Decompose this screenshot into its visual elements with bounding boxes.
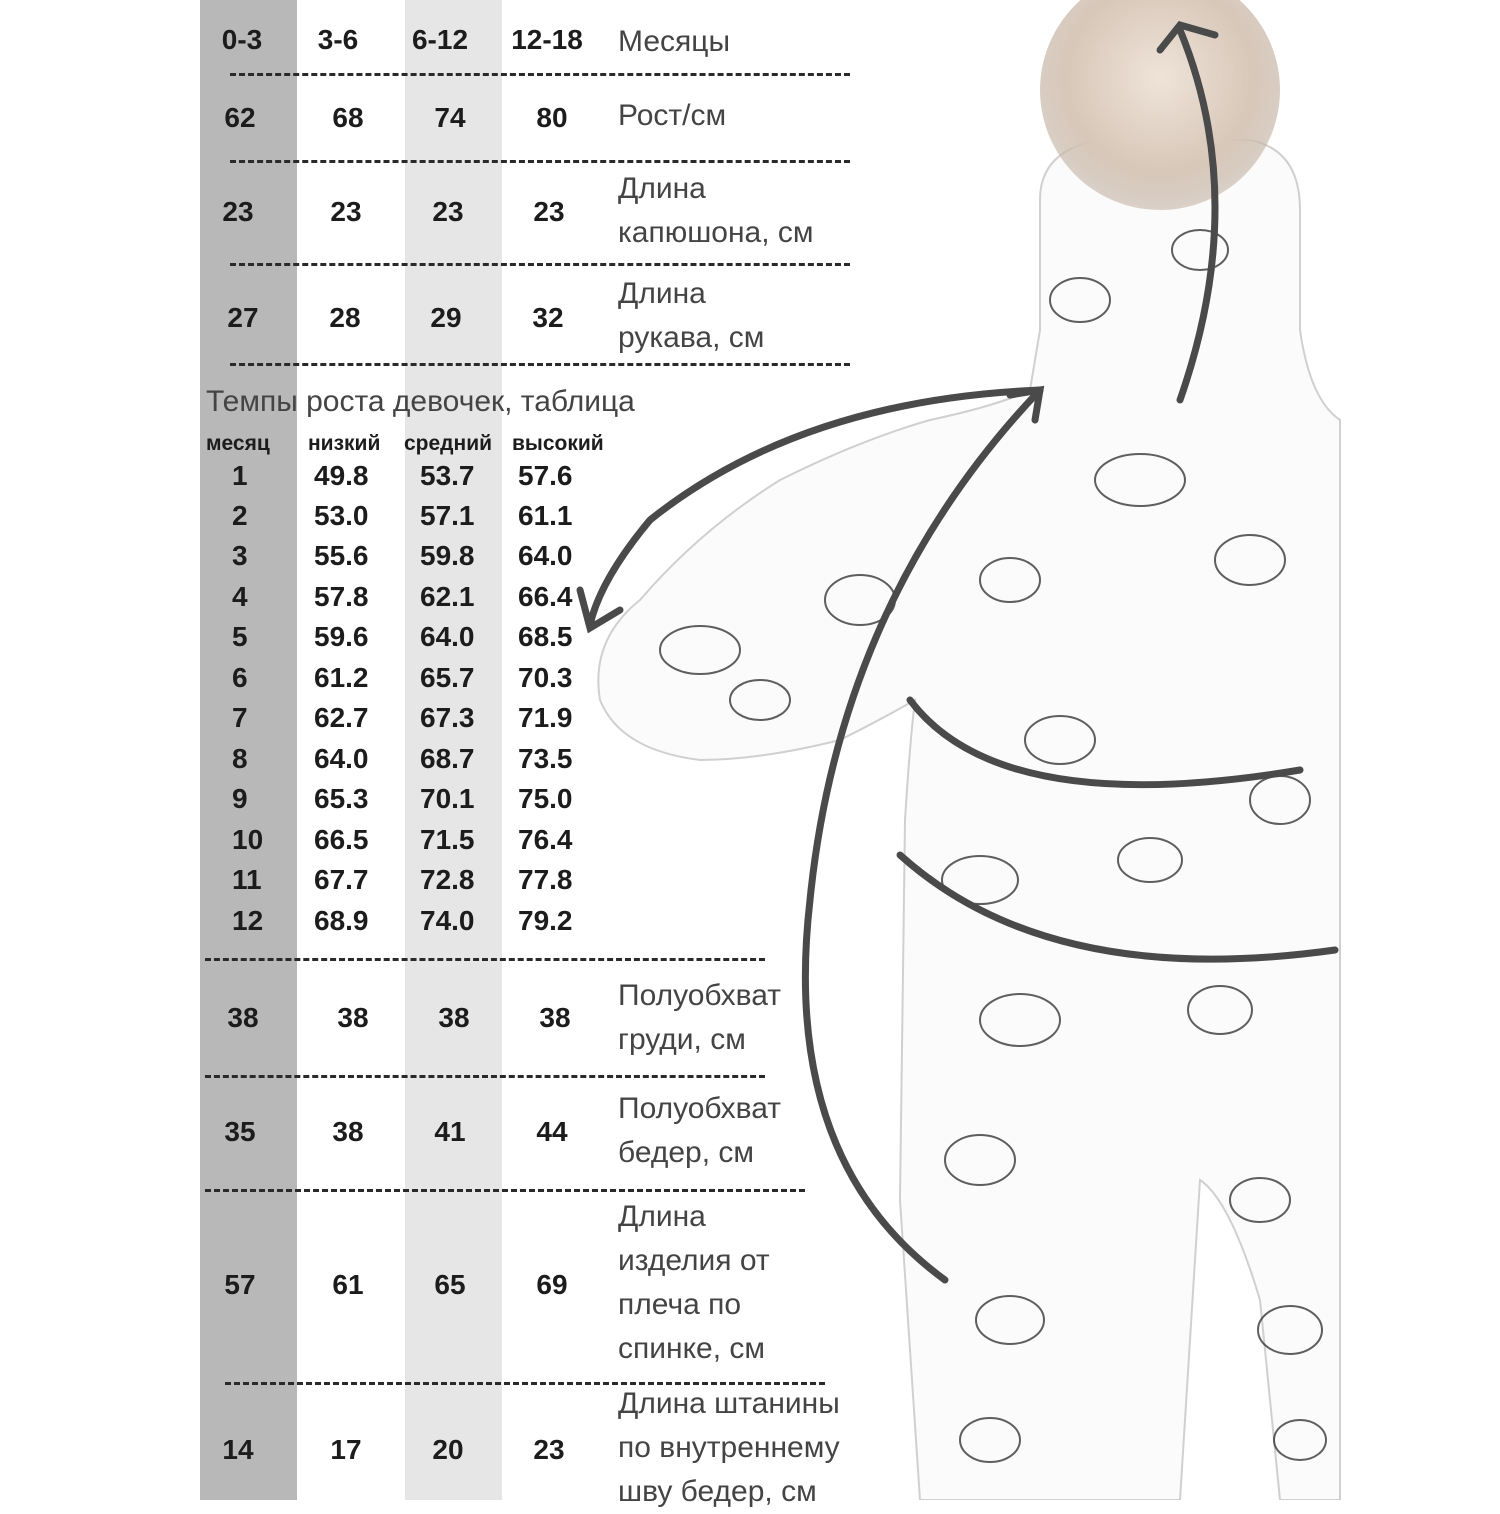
growth-header-low: низкий xyxy=(308,432,381,455)
growth-table-title: Темпы роста девочек, таблица xyxy=(206,385,635,418)
row-label: бедер, см xyxy=(618,1136,755,1169)
growth-cell: 1 xyxy=(232,460,248,491)
growth-cell: 7 xyxy=(232,702,248,733)
growth-cell: 67.3 xyxy=(420,702,475,733)
row-label: Длина xyxy=(618,172,706,205)
divider xyxy=(205,958,765,961)
value-cell: 29 xyxy=(430,302,462,333)
row-label: шву бедер, см xyxy=(618,1475,817,1508)
growth-cell: 64.0 xyxy=(314,743,369,774)
growth-cell: 2 xyxy=(232,500,248,531)
size-col-4: 12-18 xyxy=(511,24,583,55)
growth-cell: 61.1 xyxy=(518,500,573,531)
growth-cell: 59.8 xyxy=(420,540,475,571)
row-label: Длина xyxy=(618,1200,706,1233)
value-cell: 23 xyxy=(533,196,565,227)
growth-row xyxy=(0,460,620,500)
growth-header-mid: средний xyxy=(404,432,493,455)
growth-cell: 71.5 xyxy=(420,824,475,855)
growth-row xyxy=(0,905,620,945)
growth-cell: 75.0 xyxy=(518,783,573,814)
growth-row xyxy=(0,864,620,904)
value-cell: 61 xyxy=(332,1269,364,1300)
growth-cell: 64.0 xyxy=(420,621,475,652)
value-cell: 80 xyxy=(536,102,568,133)
growth-cell: 67.7 xyxy=(314,864,369,895)
value-cell: 38 xyxy=(332,1116,364,1147)
size-col-1: 0-3 xyxy=(221,24,263,55)
divider xyxy=(230,73,850,76)
growth-cell: 79.2 xyxy=(518,905,573,936)
value-cell: 38 xyxy=(438,1002,470,1033)
growth-cell: 62.1 xyxy=(420,581,475,612)
growth-cell: 66.5 xyxy=(314,824,369,855)
growth-cell: 53.7 xyxy=(420,460,475,491)
row-label: изделия от xyxy=(618,1244,770,1277)
growth-row xyxy=(0,500,620,540)
value-cell: 17 xyxy=(330,1434,362,1465)
growth-cell: 12 xyxy=(232,905,264,936)
value-cell: 57 xyxy=(224,1269,256,1300)
growth-cell: 64.0 xyxy=(518,540,573,571)
row-label: Длина штанины xyxy=(618,1387,840,1420)
divider xyxy=(230,363,850,366)
growth-cell: 70.1 xyxy=(420,783,475,814)
growth-cell: 8 xyxy=(232,743,248,774)
header-label: Месяцы xyxy=(618,25,731,58)
value-cell: 20 xyxy=(432,1434,464,1465)
row-label: Полуобхват xyxy=(618,979,781,1012)
row-label: Рост/см xyxy=(618,99,727,132)
growth-cell: 49.8 xyxy=(314,460,369,491)
row-label: по внутреннему xyxy=(618,1431,840,1464)
value-cell: 38 xyxy=(539,1002,571,1033)
growth-cell: 5 xyxy=(232,621,248,652)
growth-cell: 53.0 xyxy=(314,500,369,531)
growth-cell: 65.7 xyxy=(420,662,475,693)
value-cell: 62 xyxy=(224,102,256,133)
growth-cell: 62.7 xyxy=(314,702,369,733)
value-cell: 69 xyxy=(536,1269,568,1300)
growth-cell: 3 xyxy=(232,540,248,571)
divider xyxy=(205,1075,765,1078)
growth-cell: 11 xyxy=(232,864,262,895)
growth-row xyxy=(0,783,620,823)
growth-cell: 55.6 xyxy=(314,540,369,571)
value-cell: 23 xyxy=(432,196,464,227)
row-label: груди, см xyxy=(618,1023,746,1056)
row-label: рукава, см xyxy=(618,321,765,354)
growth-cell: 57.6 xyxy=(518,460,573,491)
growth-row xyxy=(0,540,620,580)
growth-cell: 10 xyxy=(232,824,264,855)
growth-cell: 77.8 xyxy=(518,864,573,895)
row-label: Длина xyxy=(618,277,706,310)
growth-cell: 6 xyxy=(232,662,248,693)
growth-row xyxy=(0,581,620,621)
growth-cell: 57.8 xyxy=(314,581,369,612)
value-cell: 41 xyxy=(434,1116,466,1147)
size-col-2: 3-6 xyxy=(317,24,359,55)
growth-row xyxy=(0,743,620,783)
growth-header-month: месяц xyxy=(206,432,270,455)
value-cell: 68 xyxy=(332,102,364,133)
value-cell: 74 xyxy=(434,102,466,133)
value-cell: 14 xyxy=(222,1434,254,1465)
growth-cell: 59.6 xyxy=(314,621,369,652)
value-cell: 27 xyxy=(227,302,259,333)
value-cell: 38 xyxy=(337,1002,369,1033)
divider xyxy=(230,263,850,266)
row-label: капюшона, см xyxy=(618,216,814,249)
growth-cell: 74.0 xyxy=(420,905,475,936)
growth-cell: 4 xyxy=(232,581,248,612)
growth-row xyxy=(0,662,620,702)
value-cell: 44 xyxy=(536,1116,568,1147)
divider xyxy=(230,160,850,163)
growth-cell: 65.3 xyxy=(314,783,369,814)
growth-cell: 9 xyxy=(232,783,248,814)
growth-cell: 68.9 xyxy=(314,905,369,936)
growth-cell: 66.4 xyxy=(518,581,573,612)
growth-row xyxy=(0,621,620,661)
row-label: Полуобхват xyxy=(618,1092,781,1125)
growth-header-high: высокий xyxy=(512,432,604,455)
row-label: спинке, см xyxy=(618,1332,766,1365)
growth-cell: 72.8 xyxy=(420,864,475,895)
row-label: плеча по xyxy=(618,1288,742,1321)
growth-cell: 57.1 xyxy=(420,500,475,531)
growth-cell: 73.5 xyxy=(518,743,573,774)
value-cell: 23 xyxy=(533,1434,565,1465)
size-col-3: 6-12 xyxy=(411,24,469,55)
divider xyxy=(205,1189,805,1192)
growth-cell: 70.3 xyxy=(518,662,573,693)
value-cell: 28 xyxy=(329,302,361,333)
growth-cell: 71.9 xyxy=(518,702,573,733)
growth-cell: 76.4 xyxy=(518,824,573,855)
growth-cell: 61.2 xyxy=(314,662,369,693)
value-cell: 38 xyxy=(227,1002,259,1033)
growth-cell: 68.5 xyxy=(518,621,573,652)
value-cell: 23 xyxy=(222,196,254,227)
growth-row xyxy=(0,824,620,864)
growth-row xyxy=(0,702,620,742)
value-cell: 65 xyxy=(434,1269,466,1300)
growth-cell: 68.7 xyxy=(420,743,475,774)
value-cell: 23 xyxy=(330,196,362,227)
value-cell: 32 xyxy=(532,302,564,333)
value-cell: 35 xyxy=(224,1116,256,1147)
